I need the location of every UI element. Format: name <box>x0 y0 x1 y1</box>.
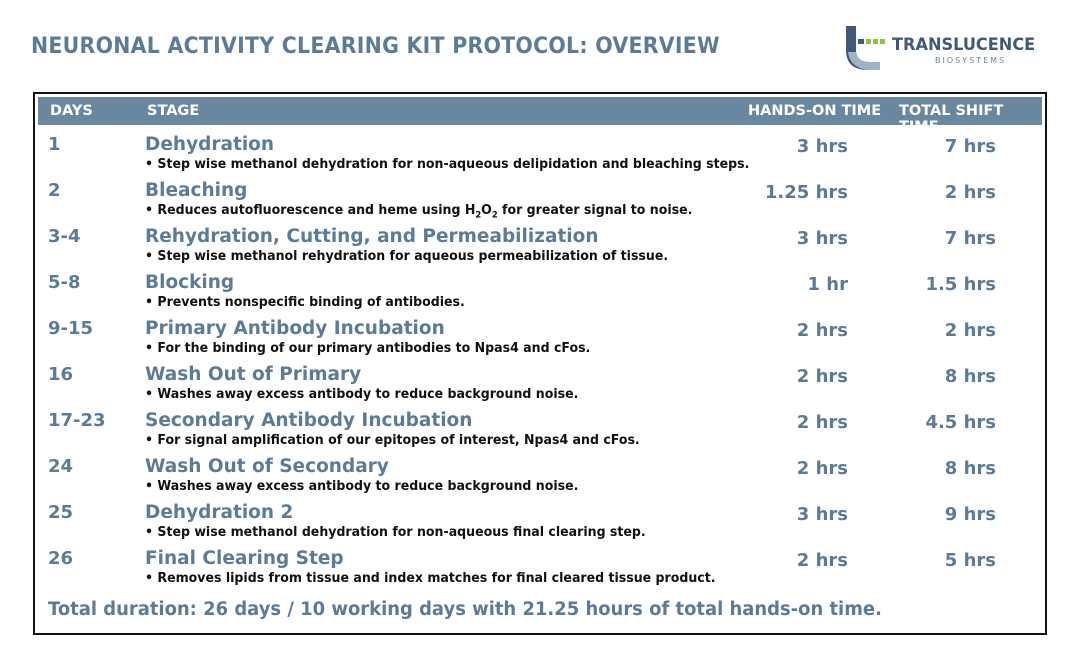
stage-name: Bleaching <box>145 180 248 201</box>
table-row <box>35 226 1045 272</box>
total-shift-time: 2 hrs <box>944 320 996 341</box>
table-row <box>35 134 1045 180</box>
days-cell: 3-4 <box>48 226 81 247</box>
days-cell: 26 <box>48 548 74 569</box>
stage-description: • Removes lipids from tissue and index matches for final cleared tissue product. <box>145 570 716 586</box>
stage-description: • Washes away excess antibody to reduce background noise. <box>145 386 579 402</box>
stage-description: • For the binding of our primary antibodies to Npas4 and cFos. <box>145 340 591 356</box>
hands-on-time: 2 hrs <box>796 320 848 341</box>
days-cell: 1 <box>48 134 61 155</box>
stage-name: Dehydration <box>145 134 275 155</box>
protocol-table <box>33 92 1047 635</box>
total-shift-time: 2 hrs <box>944 182 996 203</box>
total-shift-time: 7 hrs <box>944 136 996 157</box>
stage-description: • For signal amplification of our epitopes of interest, Npas4 and cFos. <box>145 432 640 448</box>
company-logo: TRANSLUCENCE BIOSYSTEMS <box>840 22 1060 74</box>
table-row <box>35 548 1045 594</box>
days-cell: 24 <box>48 456 74 477</box>
total-shift-time: 7 hrs <box>944 228 996 249</box>
table-row <box>35 272 1045 318</box>
stage-description: • Washes away excess antibody to reduce background noise. <box>145 478 579 494</box>
stage-name: Dehydration 2 <box>145 502 294 523</box>
hands-on-time: 2 hrs <box>796 458 848 479</box>
stage-name: Blocking <box>145 272 235 293</box>
days-cell: 2 <box>48 180 61 201</box>
page-title: NEURONAL ACTIVITY CLEARING KIT PROTOCOL: OVERVIEW <box>31 34 720 59</box>
hands-on-time: 1.25 hrs <box>764 182 848 203</box>
days-cell: 17-23 <box>48 410 106 431</box>
total-shift-time: 4.5 hrs <box>925 412 996 433</box>
total-shift-time: 8 hrs <box>944 366 996 387</box>
table-row <box>35 456 1045 502</box>
stage-name: Secondary Antibody Incubation <box>145 410 473 431</box>
stage-name: Rehydration, Cutting, and Permeabilization <box>145 226 599 247</box>
total-shift-time: 8 hrs <box>944 458 996 479</box>
table-row <box>35 364 1045 410</box>
logo-icon <box>840 22 888 72</box>
hands-on-time: 2 hrs <box>796 412 848 433</box>
table-row <box>35 180 1045 226</box>
days-cell: 25 <box>48 502 74 523</box>
stage-name: Wash Out of Primary <box>145 364 362 385</box>
header-days: DAYS <box>50 103 93 119</box>
total-shift-time: 5 hrs <box>944 550 996 571</box>
stage-name: Wash Out of Secondary <box>145 456 389 477</box>
days-cell: 16 <box>48 364 74 385</box>
days-cell: 9-15 <box>48 318 94 339</box>
stage-description: • Step wise methanol dehydration for non-aqueous final clearing step. <box>145 524 646 540</box>
table-header <box>38 97 1042 135</box>
total-duration: Total duration: 26 days / 10 working days with 21.25 hours of total hands-on time. <box>48 599 882 620</box>
header-total: TOTAL SHIFT TIME <box>899 103 1004 135</box>
days-cell: 5-8 <box>48 272 81 293</box>
table-row <box>35 410 1045 456</box>
table-row <box>35 318 1045 364</box>
table-row <box>35 502 1045 548</box>
stage-name: Final Clearing Step <box>145 548 344 569</box>
stage-description: • Step wise methanol dehydration for non-aqueous delipidation and bleaching steps. <box>145 156 750 172</box>
stage-description: • Reduces autofluorescence and heme using $H_2O_2$ for greater signal to noise. <box>145 202 693 221</box>
header-stage: STAGE <box>147 103 200 119</box>
stage-description: • Step wise methanol rehydration for aqueous permeabilization of tissue. <box>145 248 669 264</box>
hands-on-time: 2 hrs <box>796 550 848 571</box>
stage-description: • Prevents nonspecific binding of antibodies. <box>145 294 465 310</box>
hands-on-time: 3 hrs <box>796 504 848 525</box>
hands-on-time: 2 hrs <box>796 366 848 387</box>
total-shift-time: 9 hrs <box>944 504 996 525</box>
hands-on-time: 1 hr <box>807 274 848 295</box>
total-shift-time: 1.5 hrs <box>925 274 996 295</box>
stage-name: Primary Antibody Incubation <box>145 318 445 339</box>
hands-on-time: 3 hrs <box>796 228 848 249</box>
hands-on-time: 3 hrs <box>796 136 848 157</box>
header-hands-on: HANDS-ON TIME <box>748 103 882 119</box>
